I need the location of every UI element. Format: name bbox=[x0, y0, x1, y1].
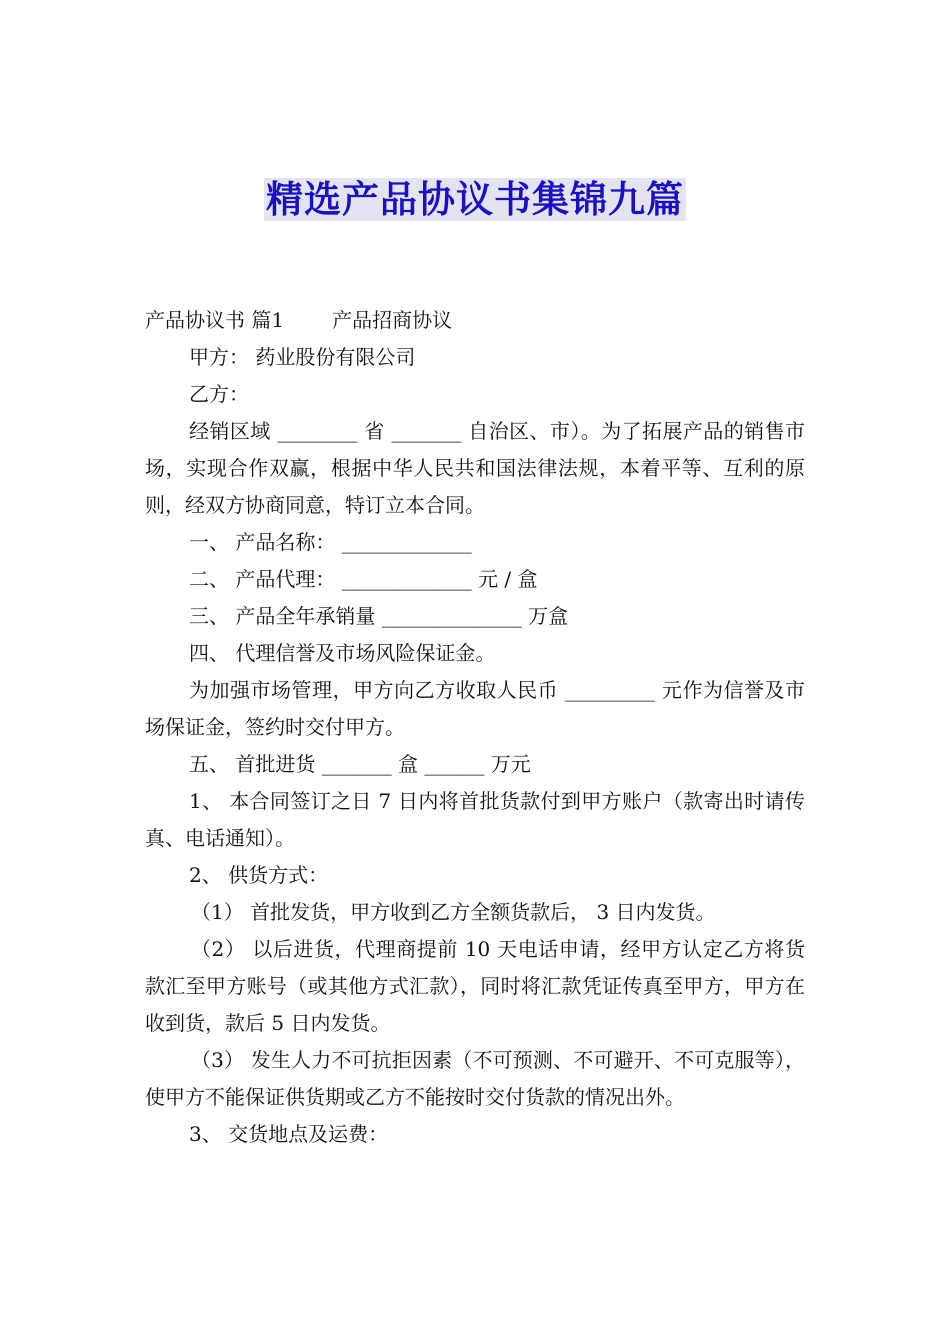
document-body bbox=[145, 302, 805, 1153]
subitem-2: （2） 以后进货，代理商提前 10 天电话申请，经甲方认定乙方将货款汇至甲方账号（或其他方式汇款），同时将汇款凭证传真至甲方，甲方在收到货，款后 5 日内发货。 bbox=[145, 937, 805, 1035]
document-title: 精选产品协议书集锦九篇 bbox=[266, 178, 684, 221]
item-3-delivery: 3、 交货地点及运费： bbox=[189, 1122, 389, 1146]
item-2-supply: 2、 供货方式： bbox=[189, 863, 329, 887]
paragraph-deposit-detail: 为加强市场管理，甲方向乙方收取人民币 _________ 元作为信誉及市场保证金，签约时交付甲方。 bbox=[145, 678, 805, 739]
party-b: 乙方： bbox=[189, 382, 249, 406]
clause-first-purchase: 五、 首批进货 _______ 盒 ______ 万元 bbox=[189, 752, 531, 776]
section-part: 产品协议书 篇1 bbox=[145, 308, 285, 332]
paragraph-region: 经销区域 ________ 省 _______ 自治区、市）。为了拓展产品的销售市场，实现合作双赢，根据中华人民共和国法律法规，本着平等、互利的原则，经双方协商同意，特订立本合同。 bbox=[145, 419, 805, 517]
section-heading bbox=[145, 302, 805, 339]
party-a: 甲方： 药业股份有限公司 bbox=[189, 345, 416, 369]
subitem-1: （1） 首批发货，甲方收到乙方全额货款后， 3 日内发货。 bbox=[191, 900, 716, 924]
clause-deposit: 四、 代理信誉及市场风险保证金。 bbox=[189, 641, 496, 665]
subitem-3: （3） 发生人力不可抗拒因素（不可预测、不可避开、不可克服等），使甲方不能保证供货期或乙方不能按时交付货款的情况出外。 bbox=[145, 1048, 805, 1109]
item-1-payment: 1、 本合同签订之日 7 日内将首批货款付到甲方账户（款寄出时请传真、电话通知）。 bbox=[145, 789, 805, 850]
clause-annual-volume: 三、 产品全年承销量 ______________ 万盒 bbox=[189, 604, 569, 628]
section-subtitle: 产品招商协议 bbox=[332, 308, 453, 332]
clause-product-agency: 二、 产品代理： _____________ 元 / 盒 bbox=[189, 567, 538, 591]
clause-product-name: 一、 产品名称： _____________ bbox=[189, 530, 472, 554]
